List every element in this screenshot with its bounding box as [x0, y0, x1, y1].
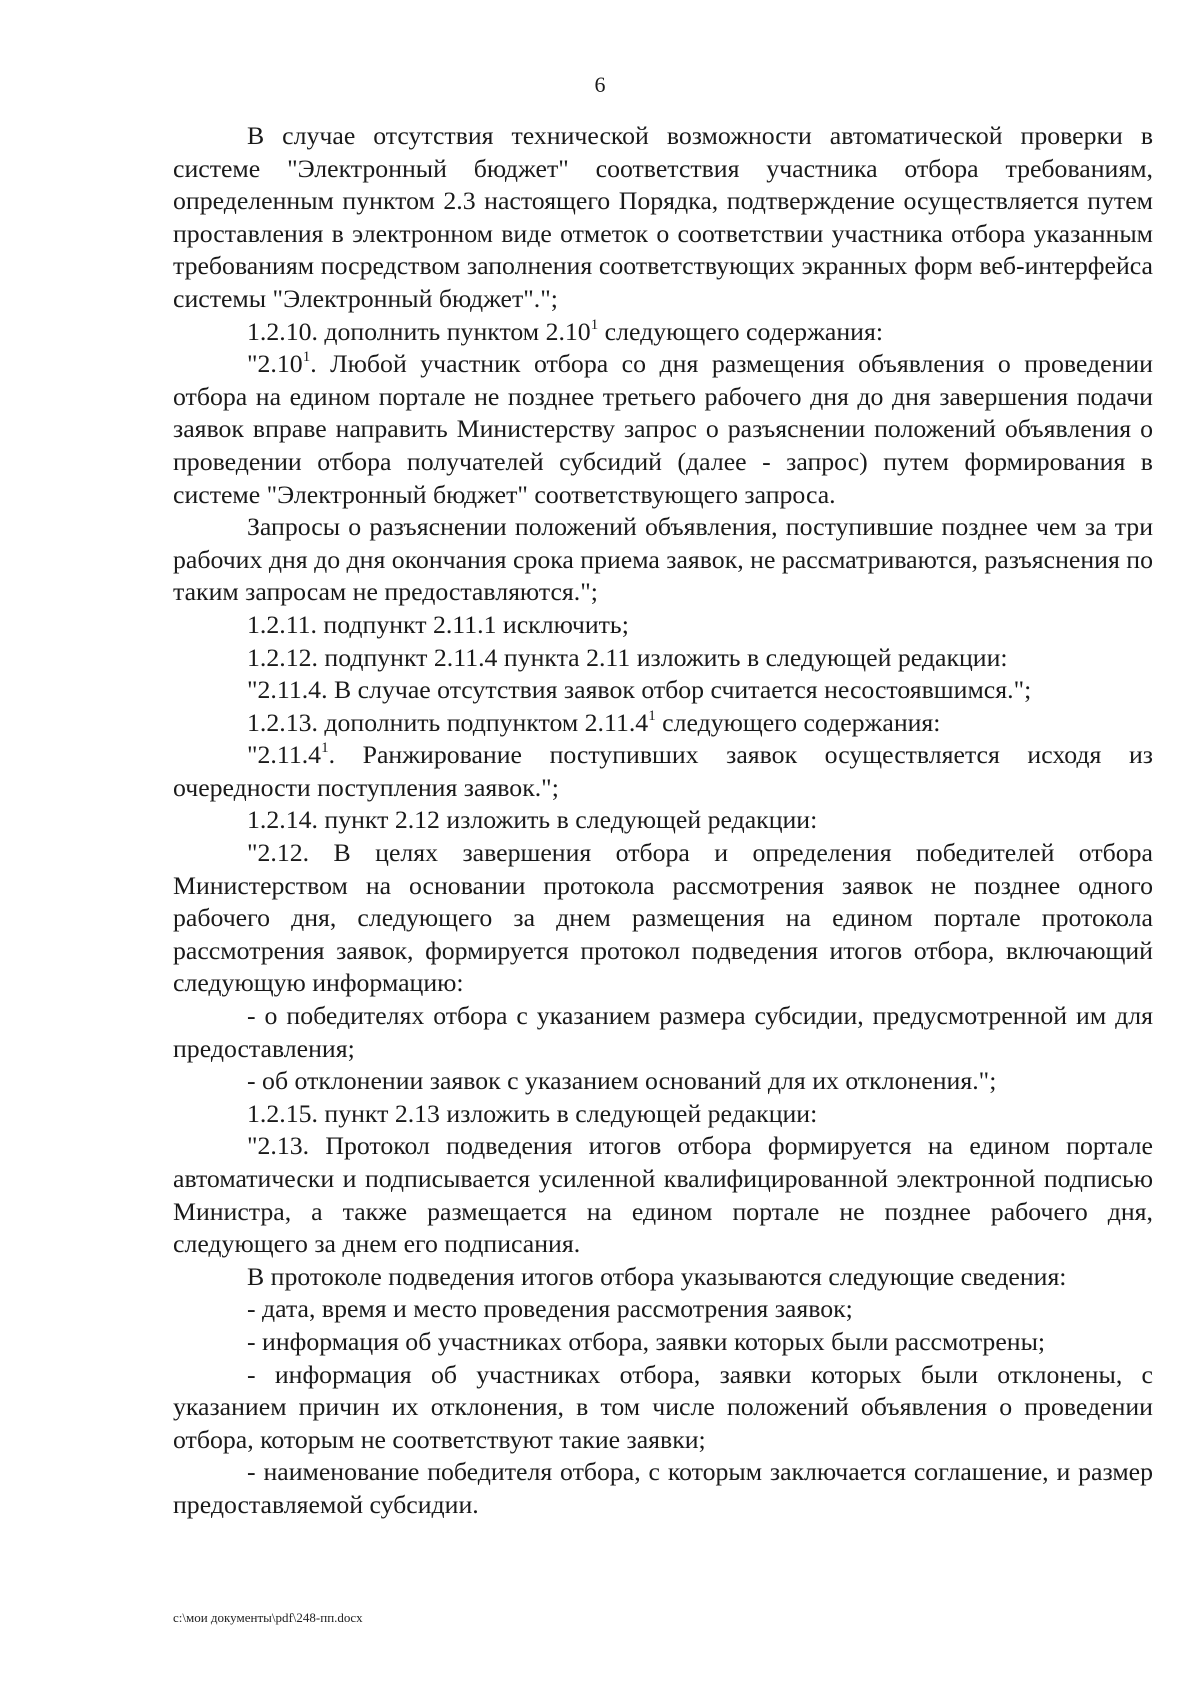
- superscript-mark: 1: [321, 740, 329, 757]
- paragraph: 1.2.14. пункт 2.12 изложить в следующей редакции:: [247, 805, 818, 835]
- list-item: - информация об участниках отбора, заявки которых были отклонены, с указанием причин их отклонения, в том числе положений объявления о проведении отбора, которым не соответствуют такие заявки;: [173, 1359, 1153, 1454]
- paragraph: Запросы о разъяснении положений объявления, поступившие позднее чем за три рабочих дня до дня окончания срока приема заявок, не рассматриваются, разъяснения по таким запросам не предоставляются.";: [173, 512, 1153, 607]
- superscript-mark: 1: [648, 707, 656, 724]
- paragraph: 1.2.15. пункт 2.13 изложить в следующей редакции:: [247, 1098, 818, 1128]
- list-item: - информация об участниках отбора, заявки которых были рассмотрены;: [247, 1326, 1046, 1356]
- list-item: - о победителях отбора с указанием размера субсидии, предусмотренной им для предоставления;: [173, 1001, 1153, 1063]
- paragraph: "2.13. Протокол подведения итогов отбора формируется на едином портале автоматически и подписывается усиленной квалифицированной электронной подписью Министра, а также размещается на едином портале не позднее рабочего дня, следующего за днем его подписания.: [173, 1131, 1153, 1259]
- paragraph: "2.12. В целях завершения отбора и определения победителей отбора Министерством на основании протокола рассмотрения заявок не позднее одного рабочего дня, следующего за днем размещения на едином портале протокола рассмотрения заявок, формируется протокол подведения итогов отбора, включающий следующую информацию:: [173, 838, 1153, 998]
- paragraph: В случае отсутствия технической возможности автоматической проверки в системе "Электронный бюджет" соответствия участника отбора требованиям, определенным пунктом 2.3 настоящего Порядка, подтверждение осуществляется путем проставления в электронном виде отметок о соответствии участника отбора указанным требованиям посредством заполнения соответствующих экранных форм веб-интерфейса системы "Электронный бюджет".";: [173, 121, 1153, 313]
- paragraph-with-superscript: "2.11.4$^1$. Ранжирование поступивших заявок осуществляется исходя из очередности поступления заявок.";: [173, 740, 1153, 802]
- list-item: - об отклонении заявок с указанием оснований для их отклонения.";: [247, 1066, 997, 1096]
- paragraph: "2.11.4. В случае отсутствия заявок отбор считается несостоявшимся.";: [247, 675, 1032, 705]
- document-body: [173, 120, 1153, 1522]
- paragraph: 1.2.12. подпункт 2.11.4 пункта 2.11 изложить в следующей редакции:: [247, 642, 1008, 672]
- list-item: - наименование победителя отбора, с которым заключается соглашение, и размер предоставляемой субсидии.: [173, 1457, 1153, 1519]
- footer-file-path: c:\мои документы\pdf\248-пп.docx: [173, 1610, 363, 1625]
- paragraph-with-superscript: "2.10$^1$. Любой участник отбора со дня размещения объявления о проведении отбора на едином портале не позднее третьего рабочего дня до дня завершения подачи заявок вправе направить Министерству запрос о разъяснении положений объявления о проведении отбора получателей субсидий (далее - запрос) путем формирования в системе "Электронный бюджет" соответствующего запроса.: [173, 349, 1153, 509]
- superscript-mark: 1: [302, 349, 311, 366]
- paragraph-with-superscript: 1.2.13. дополнить подпунктом 2.11.4$^1$ следующего содержания:: [247, 707, 941, 737]
- paragraph: В протоколе подведения итогов отбора указываются следующие сведения:: [247, 1261, 1067, 1291]
- paragraph: 1.2.11. подпункт 2.11.1 исключить;: [247, 609, 629, 639]
- list-item: - дата, время и место проведения рассмотрения заявок;: [247, 1294, 853, 1324]
- paragraph-with-superscript: 1.2.10. дополнить пунктом 2.10$^1$ следующего содержания:: [247, 316, 883, 346]
- superscript-mark: 1: [590, 316, 599, 333]
- page-number: 6: [594, 72, 606, 97]
